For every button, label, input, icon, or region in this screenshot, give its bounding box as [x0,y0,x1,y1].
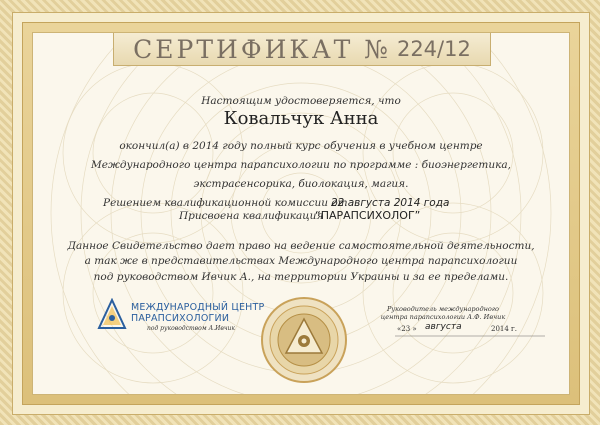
rights-line-1: Данное Свидетельство дает право на ведение самостоятельной деятельности, [67,240,535,252]
certificate-title: СЕРТИФИКАТ № [133,34,391,64]
course-line-1: окончил(а) в 2014 году полный курс обучения в учебном центре [119,140,483,152]
rights-line-3: под руководством Ивчик А., на территории Украины и за ее пределами. [93,271,509,283]
signature-title-1: Руководитель международного [387,305,499,313]
decision-date: 22 августа 2014 года [331,197,450,209]
center-logo [97,298,277,338]
decision-label: Решением квалификационной комиссии от [103,197,348,209]
qualification-value: “ПАРАПСИХОЛОГ” [315,209,421,222]
qualification-label: Присвоена квалификация [179,210,324,222]
signature-date-underline [395,333,555,339]
rights-line-2: а так же в представительствах Международного центра парапсихологии [84,255,518,267]
recipient-name: Ковальчук Анна [223,108,379,129]
triangle-eye-icon [97,298,127,332]
signature-title-2: центра парапсихологии А.Ф. Ивчик [380,313,506,321]
intro-text: Настоящим удостоверяется, что [201,95,401,107]
logo-line-1: МЕЖДУНАРОДНЫЙ ЦЕНТР [131,302,265,313]
certificate-number: 224/12 [396,37,471,61]
signature-year: 2014 г. [491,325,517,333]
course-line-2: Международного центра парапсихологии по программе : биоэнергетика, [91,159,511,171]
signature-block [363,305,523,321]
logo-line-2: ПАРАПСИХОЛОГИИ [131,313,230,324]
signature-day: «23 » [397,325,417,333]
certificate-paper [32,32,570,395]
title-plate [113,33,491,66]
course-line-3: экстрасенсорика, биолокация, магия. [193,178,409,190]
logo-subtitle: под руководством А.Ивчик [147,325,236,332]
seal-emblem [259,295,349,385]
signature-month: августа [425,322,462,332]
